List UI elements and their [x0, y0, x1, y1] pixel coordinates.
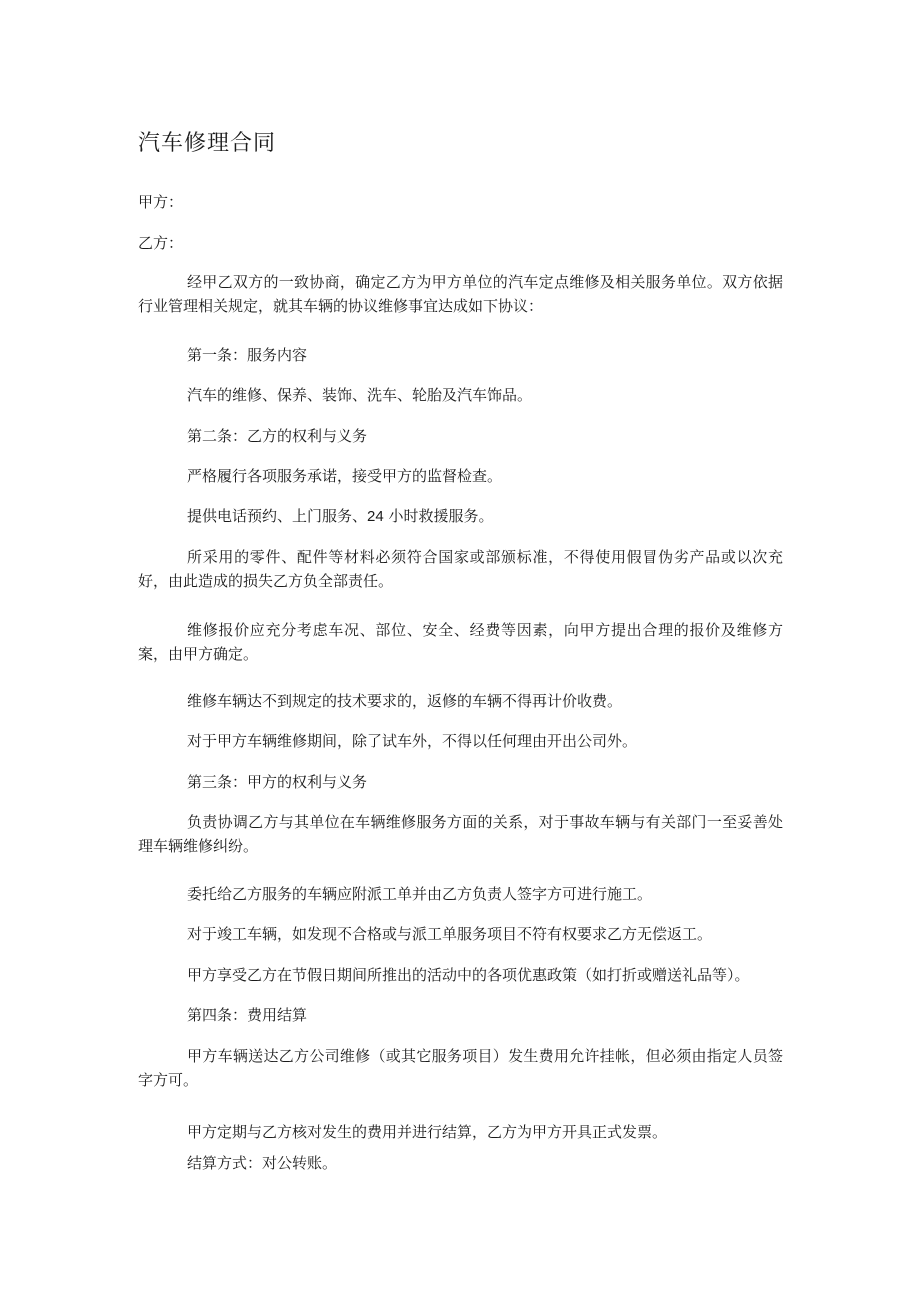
intro-paragraph: 经甲乙双方的一致协商，确定乙方为甲方单位的汽车定点维修及相关服务单位。双方依据行业管理相关规定，就其车辆的协议维修事宜达成如下协议： — [138, 273, 783, 315]
party-a-label: 甲方： — [138, 193, 184, 211]
article-2-item-2-text-start: 提供电话预约、上门服务、 — [187, 507, 368, 525]
article-2-item-1: 严格履行各项服务承诺，接受甲方的监督检查。 — [187, 467, 503, 485]
article-1-heading: 第一条：服务内容 — [187, 346, 308, 364]
article-3-item-4: 甲方享受乙方在节假日期间所推出的活动中的各项优惠政策（如打折或赠送礼品等）。 — [187, 966, 750, 984]
article-3-heading: 第三条：甲方的权利与义务 — [187, 773, 368, 791]
article-2-item-2-text-end: 小时救援服务。 — [383, 507, 494, 525]
article-4-heading: 第四条：费用结算 — [187, 1006, 308, 1024]
article-3-item-2: 委托给乙方服务的车辆应附派工单并由乙方负责人签字方可进行施工。 — [187, 885, 653, 903]
article-3-item-1: 负责协调乙方与其单位在车辆维修服务方面的关系，对于事故车辆与有关部门一至妥善处理车辆维修纠纷。 — [138, 813, 783, 855]
party-b-label: 乙方： — [138, 234, 184, 252]
article-4-item-3: 结算方式：对公转账。 — [187, 1154, 338, 1172]
article-2-item-2-hours: 24 — [367, 508, 384, 525]
article-2-item-3: 所采用的零件、配件等材料必须符合国家或部颁标准，不得使用假冒伪劣产品或以次充好，由此造成的损失乙方负全部责任。 — [138, 548, 783, 590]
article-2-item-4: 维修报价应充分考虑车况、部位、安全、经费等因素，向甲方提出合理的报价及维修方案，由甲方确定。 — [138, 621, 783, 663]
article-4-item-1: 甲方车辆送达乙方公司维修（或其它服务项目）发生费用允许挂帐，但必须由指定人员签字方可。 — [138, 1047, 783, 1089]
article-2-item-5: 维修车辆达不到规定的技术要求的，返修的车辆不得再计价收费。 — [187, 692, 623, 710]
article-3-item-3: 对于竣工车辆，如发现不合格或与派工单服务项目不符有权要求乙方无偿返工。 — [187, 925, 713, 943]
article-4-item-2: 甲方定期与乙方核对发生的费用并进行结算，乙方为甲方开具正式发票。 — [187, 1123, 668, 1141]
article-2-item-6: 对于甲方车辆维修期间，除了试车外，不得以任何理由开出公司外。 — [187, 732, 638, 750]
article-2-heading: 第二条：乙方的权利与义务 — [187, 427, 368, 445]
article-2-item-2 — [187, 503, 493, 530]
article-1-content: 汽车的维修、保养、装饰、洗车、轮胎及汽车饰品。 — [187, 386, 533, 404]
document-title: 汽车修理合同 — [138, 131, 277, 156]
